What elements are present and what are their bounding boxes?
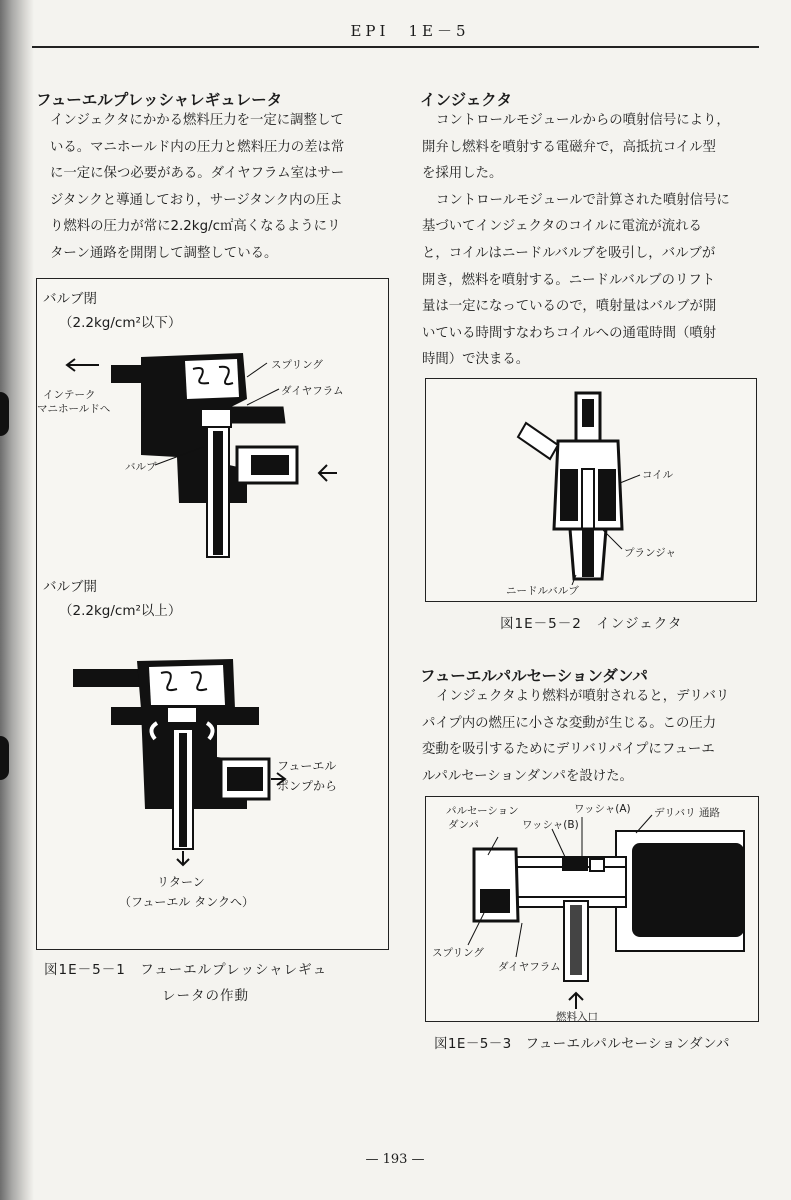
valve-label: バルブ <box>125 461 157 473</box>
regulator-closed-diagram <box>37 279 388 569</box>
washer-a-label: ワッシャ(A) <box>574 803 631 815</box>
spring-label: スプリング <box>271 359 323 371</box>
valve-open-title: バルブ開 <box>43 579 97 595</box>
binder-hole <box>0 392 9 436</box>
fuel-inlet-label: 燃料入口 <box>556 1011 598 1023</box>
plunger-label: プランジャ <box>624 547 677 559</box>
washer-b-label: ワッシャ(B) <box>522 819 579 831</box>
regulator-open-diagram <box>37 639 388 869</box>
pulsation-damper-label-2: ダンパ <box>448 819 479 831</box>
figure-3-caption: 図1E－5－3 フューエルパルセーションダンパ <box>434 1036 730 1052</box>
page-header: EPI 1E－5 <box>350 22 470 40</box>
binder-hole <box>0 736 9 780</box>
damper-figure-box <box>425 796 759 1022</box>
page-number: — 193 — <box>365 1152 425 1167</box>
header-rule <box>32 46 759 48</box>
delivery-passage-label: デリバリ 通路 <box>654 807 721 819</box>
figure-1-caption-line-1: 図1E－5－1 フューエルプレッシャレギュ <box>44 962 328 978</box>
diaphragm-label: ダイヤフラム <box>281 385 344 397</box>
damper-text: インジェクタより燃料が噴射されると，デリバリ パイプ内の燃圧に小さな変動が生じる。この圧力 変動を吸引するためにデリバリパイプにフューエ ルパルセーションダンパを設けた。 <box>422 689 730 784</box>
book-binding-shadow <box>0 0 34 1200</box>
regulator-figure-box <box>36 278 389 950</box>
injector-text: コントロールモジュールからの噴射信号により， 開弁し燃料を噴射する電磁弁で，高抵抗コイル型 を採用した。 コントロールモジュールで計算された噴射信号に 基づいてインジェクタのコイルに電流が流れる と，コイルはニードルバルブを吸引し，バルブが 開き，燃料を噴射する。ニードルバルブのリフト 量は一定になっているので，噴射量はバルブが開 いている時間すなわちコイルへの通電時間（噴射 時間）で決まる。 <box>422 113 730 368</box>
valve-closed-title: バルブ閉 <box>43 291 97 307</box>
valve-open-condition: （2.2kg/cm²以上） <box>59 603 182 619</box>
regulator-text: インジェクタにかかる燃料圧力を一定に調整して いる。マニホールド内の圧力と燃料圧力の差は常 に一定に保つ必要がある。ダイヤフラム室はサー ジタンクと導通しており，サージタンク内の圧よ り燃料の圧力が常に2.2kg/c㎡高くなるようにリ ターン通路を開閉して調整している。 <box>50 113 345 261</box>
intake-label-2: マニホールドへ <box>37 403 111 415</box>
valve-closed-condition: （2.2kg/cm²以下） <box>59 315 182 331</box>
injector-title: インジェクタ <box>420 91 512 109</box>
figure-2-caption: 図1E－5－2 インジェクタ <box>500 616 683 632</box>
damper-title: フューエルパルセーションダンパ <box>420 667 648 685</box>
coil-label: コイル <box>642 469 674 481</box>
damper-spring-label: スプリング <box>432 947 484 959</box>
intake-label-1: インテーク <box>43 389 96 401</box>
damper-diaphragm-label: ダイヤフラム <box>498 961 561 973</box>
pulsation-damper-label-1: パルセーション <box>446 805 519 817</box>
needle-valve-label: ニードルバルブ <box>506 585 579 597</box>
from-pump-label-1: フューエル <box>277 759 337 773</box>
return-label-2: （フューエル タンクへ） <box>119 895 254 909</box>
figure-1-caption-line-2: レータの作動 <box>162 988 249 1004</box>
from-pump-label-2: ポンプから <box>277 779 338 793</box>
regulator-title: フューエルプレッシャレギュレータ <box>36 91 283 109</box>
injector-diagram <box>426 379 756 601</box>
injector-figure-box <box>425 378 757 602</box>
return-label-1: リターン <box>157 875 205 889</box>
